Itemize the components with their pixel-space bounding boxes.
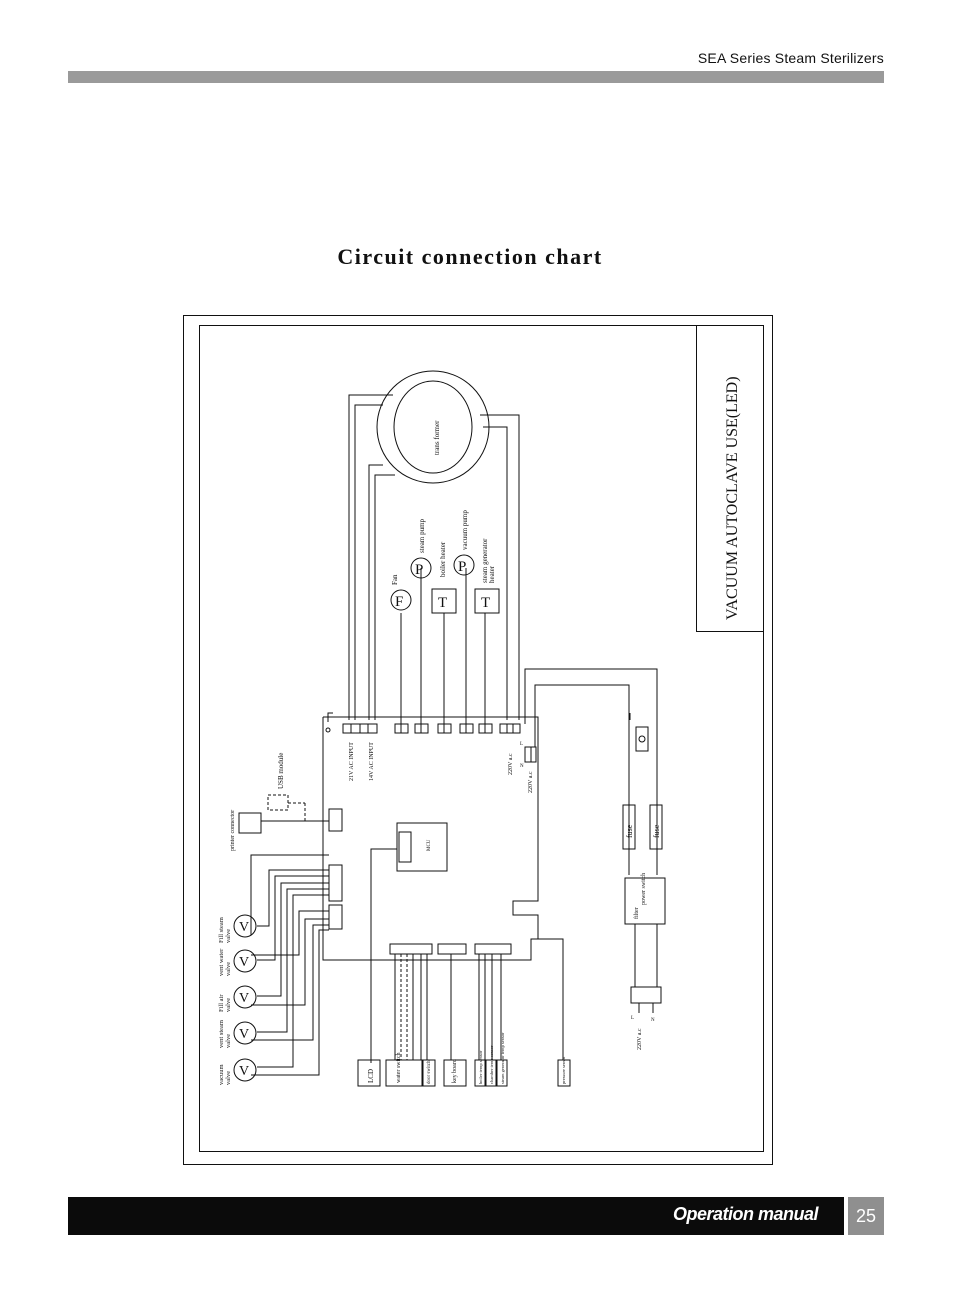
valve-vacuum-label1: vacuum [218, 1064, 225, 1085]
power-switch-label: power switch [641, 872, 647, 905]
valve-fill-air-label2: valve [225, 997, 232, 1012]
printer-connector-box [239, 813, 261, 833]
filter-label: filter [634, 907, 640, 919]
sensor-chamber-label: chamber temp sensor [489, 1045, 494, 1084]
valve-vent-steam-label1: vent steam [218, 1020, 225, 1048]
printer-connector-label: printer connector [230, 809, 236, 851]
steam-generator-label2: heater [488, 565, 496, 583]
vacuum-pump-letter: P [458, 559, 467, 575]
water-switch-label: water switch [396, 1052, 402, 1083]
mains-label: 220V a.c [637, 1028, 643, 1050]
footer-label: Operation manual [672, 1204, 818, 1224]
boiler-heater-label: boiler heater [439, 541, 447, 577]
page-number: 25 [848, 1197, 884, 1235]
mains-pin-l: L [631, 1016, 635, 1021]
valve-fill-steam-letter: V [239, 920, 250, 935]
pin-n: N [520, 764, 524, 769]
panel-label: VACUUM AUTOCLAVE USE(LED) [724, 376, 741, 620]
vacuum-pump-label: vacuum pump [461, 510, 469, 550]
water-switch-box [386, 1060, 422, 1086]
mcu-label: MCU [427, 839, 432, 851]
valve-vent-water-label1: vent water [218, 948, 225, 976]
valve-vent-water-letter: V [239, 955, 250, 970]
circuit-diagram [183, 315, 773, 1167]
footer-bar [68, 1197, 844, 1235]
valve-vent-water-label2: valve [225, 961, 232, 976]
series-name: SEA Series Steam Sterilizers [697, 50, 884, 66]
pin-l: L [520, 742, 524, 747]
page-title: Circuit connection chart [337, 244, 603, 269]
sensor-steam-generator-label: steam generator temp sensor [500, 1032, 505, 1084]
ac14-label: 14V AC INPUT [369, 742, 375, 781]
ac220-label-a: 220V a.c [508, 753, 514, 775]
lcd-label: LCD [367, 1069, 375, 1083]
transformer-label: trans former [433, 420, 441, 455]
valve-fill-air-letter: V [239, 991, 250, 1006]
pressure-sensor-label: pressure sensor [561, 1056, 566, 1084]
usb-module-label: USB module [277, 752, 285, 789]
mcu-box [397, 823, 447, 871]
steam-pump-letter: P [415, 562, 424, 578]
valve-vent-steam-letter: V [239, 1027, 250, 1042]
valve-vent-steam-label2: valve [225, 1033, 232, 1048]
outer-frame [184, 316, 773, 1165]
steam-pump-label: steam pump [418, 518, 426, 553]
boiler-heater-letter: T [438, 595, 448, 611]
inner-frame [200, 326, 764, 1152]
key-board-label: key board [452, 1059, 458, 1083]
door-switch-label: door switch [427, 1060, 432, 1084]
steam-generator-label1: steam generator [481, 538, 489, 583]
valve-fill-air-label1: Fill air [218, 994, 225, 1012]
ac21-label: 21V AC INPUT [349, 742, 355, 781]
top-divider-bar [68, 71, 884, 83]
valve-fill-steam-label2: valve [225, 928, 232, 943]
fuse1-label: fuse [625, 824, 634, 838]
steam-generator-letter: T [481, 595, 491, 611]
sensor-boiler-label: boiler temp sensor [478, 1050, 483, 1084]
valve-vacuum-letter: V [239, 1064, 250, 1079]
ac220-label-b: 220V a.c [528, 771, 534, 793]
fan-letter: F [395, 594, 404, 610]
fan-label: Fan [391, 574, 399, 585]
valve-fill-steam-label1: Fill steam [218, 917, 225, 943]
valve-vacuum-label2: valve [225, 1070, 232, 1085]
mains-pin-n: N [651, 1018, 655, 1023]
fuse2-label: fuse [652, 824, 661, 838]
